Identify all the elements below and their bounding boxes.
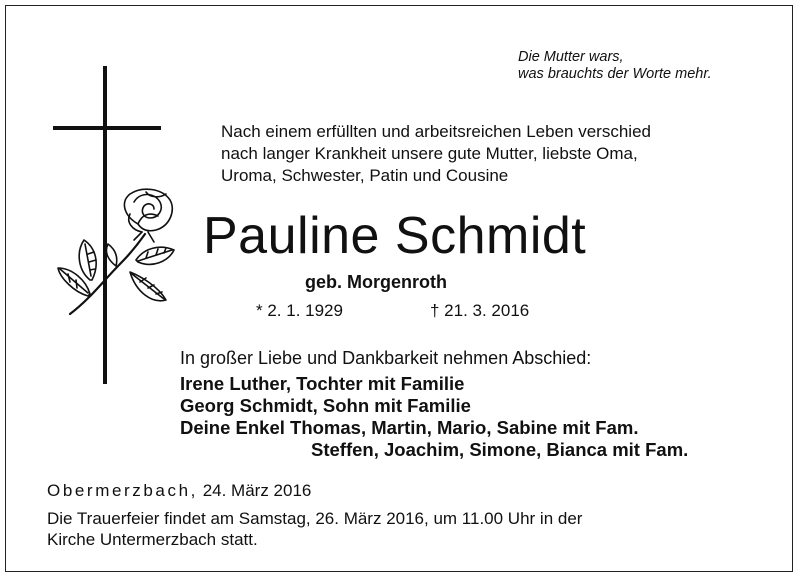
motto-line-2: was brauchts der Worte mehr. bbox=[518, 66, 712, 82]
birth-name: geb. Morgenroth bbox=[305, 272, 447, 292]
intro-line-2: nach langer Krankheit unsere gute Mutter, liebste Oma, bbox=[221, 144, 638, 163]
rose-icon bbox=[58, 189, 174, 314]
mourner-item: Georg Schmidt, Sohn mit Familie bbox=[180, 395, 471, 416]
intro-text bbox=[221, 121, 741, 187]
mourner-item: Deine Enkel Thomas, Martin, Mario, Sabine mit Fam. bbox=[180, 417, 639, 438]
funeral-line-1: Die Trauerfeier findet am Samstag, 26. März 2016, um 11.00 Uhr in der bbox=[47, 509, 583, 528]
funeral-line-2: Kirche Untermerzbach statt. bbox=[47, 530, 258, 549]
motto-quote bbox=[518, 49, 712, 83]
intro-line-1: Nach einem erfüllten und arbeitsreichen Leben verschied bbox=[221, 122, 651, 141]
farewell-line: In großer Liebe und Dankbarkeit nehmen Abschied: bbox=[180, 348, 592, 368]
cross-rose-ornament bbox=[50, 64, 190, 389]
deceased-name: Pauline Schmidt bbox=[203, 207, 587, 265]
motto-line-1: Die Mutter wars, bbox=[518, 49, 624, 65]
birth-date: * 2. 1. 1929 bbox=[256, 301, 343, 320]
mourner-item: Irene Luther, Tochter mit Familie bbox=[180, 373, 465, 394]
place: Obermerzbach, bbox=[47, 481, 198, 500]
intro-line-3: Uroma, Schwester, Patin und Cousine bbox=[221, 166, 509, 185]
funeral-info bbox=[47, 508, 687, 550]
mourners-list bbox=[180, 373, 688, 461]
death-date: † 21. 3. 2016 bbox=[430, 301, 530, 320]
notice-date: 24. März 2016 bbox=[202, 481, 312, 500]
place-and-date bbox=[47, 481, 311, 501]
mourner-item: Steffen, Joachim, Simone, Bianca mit Fam. bbox=[311, 439, 689, 460]
